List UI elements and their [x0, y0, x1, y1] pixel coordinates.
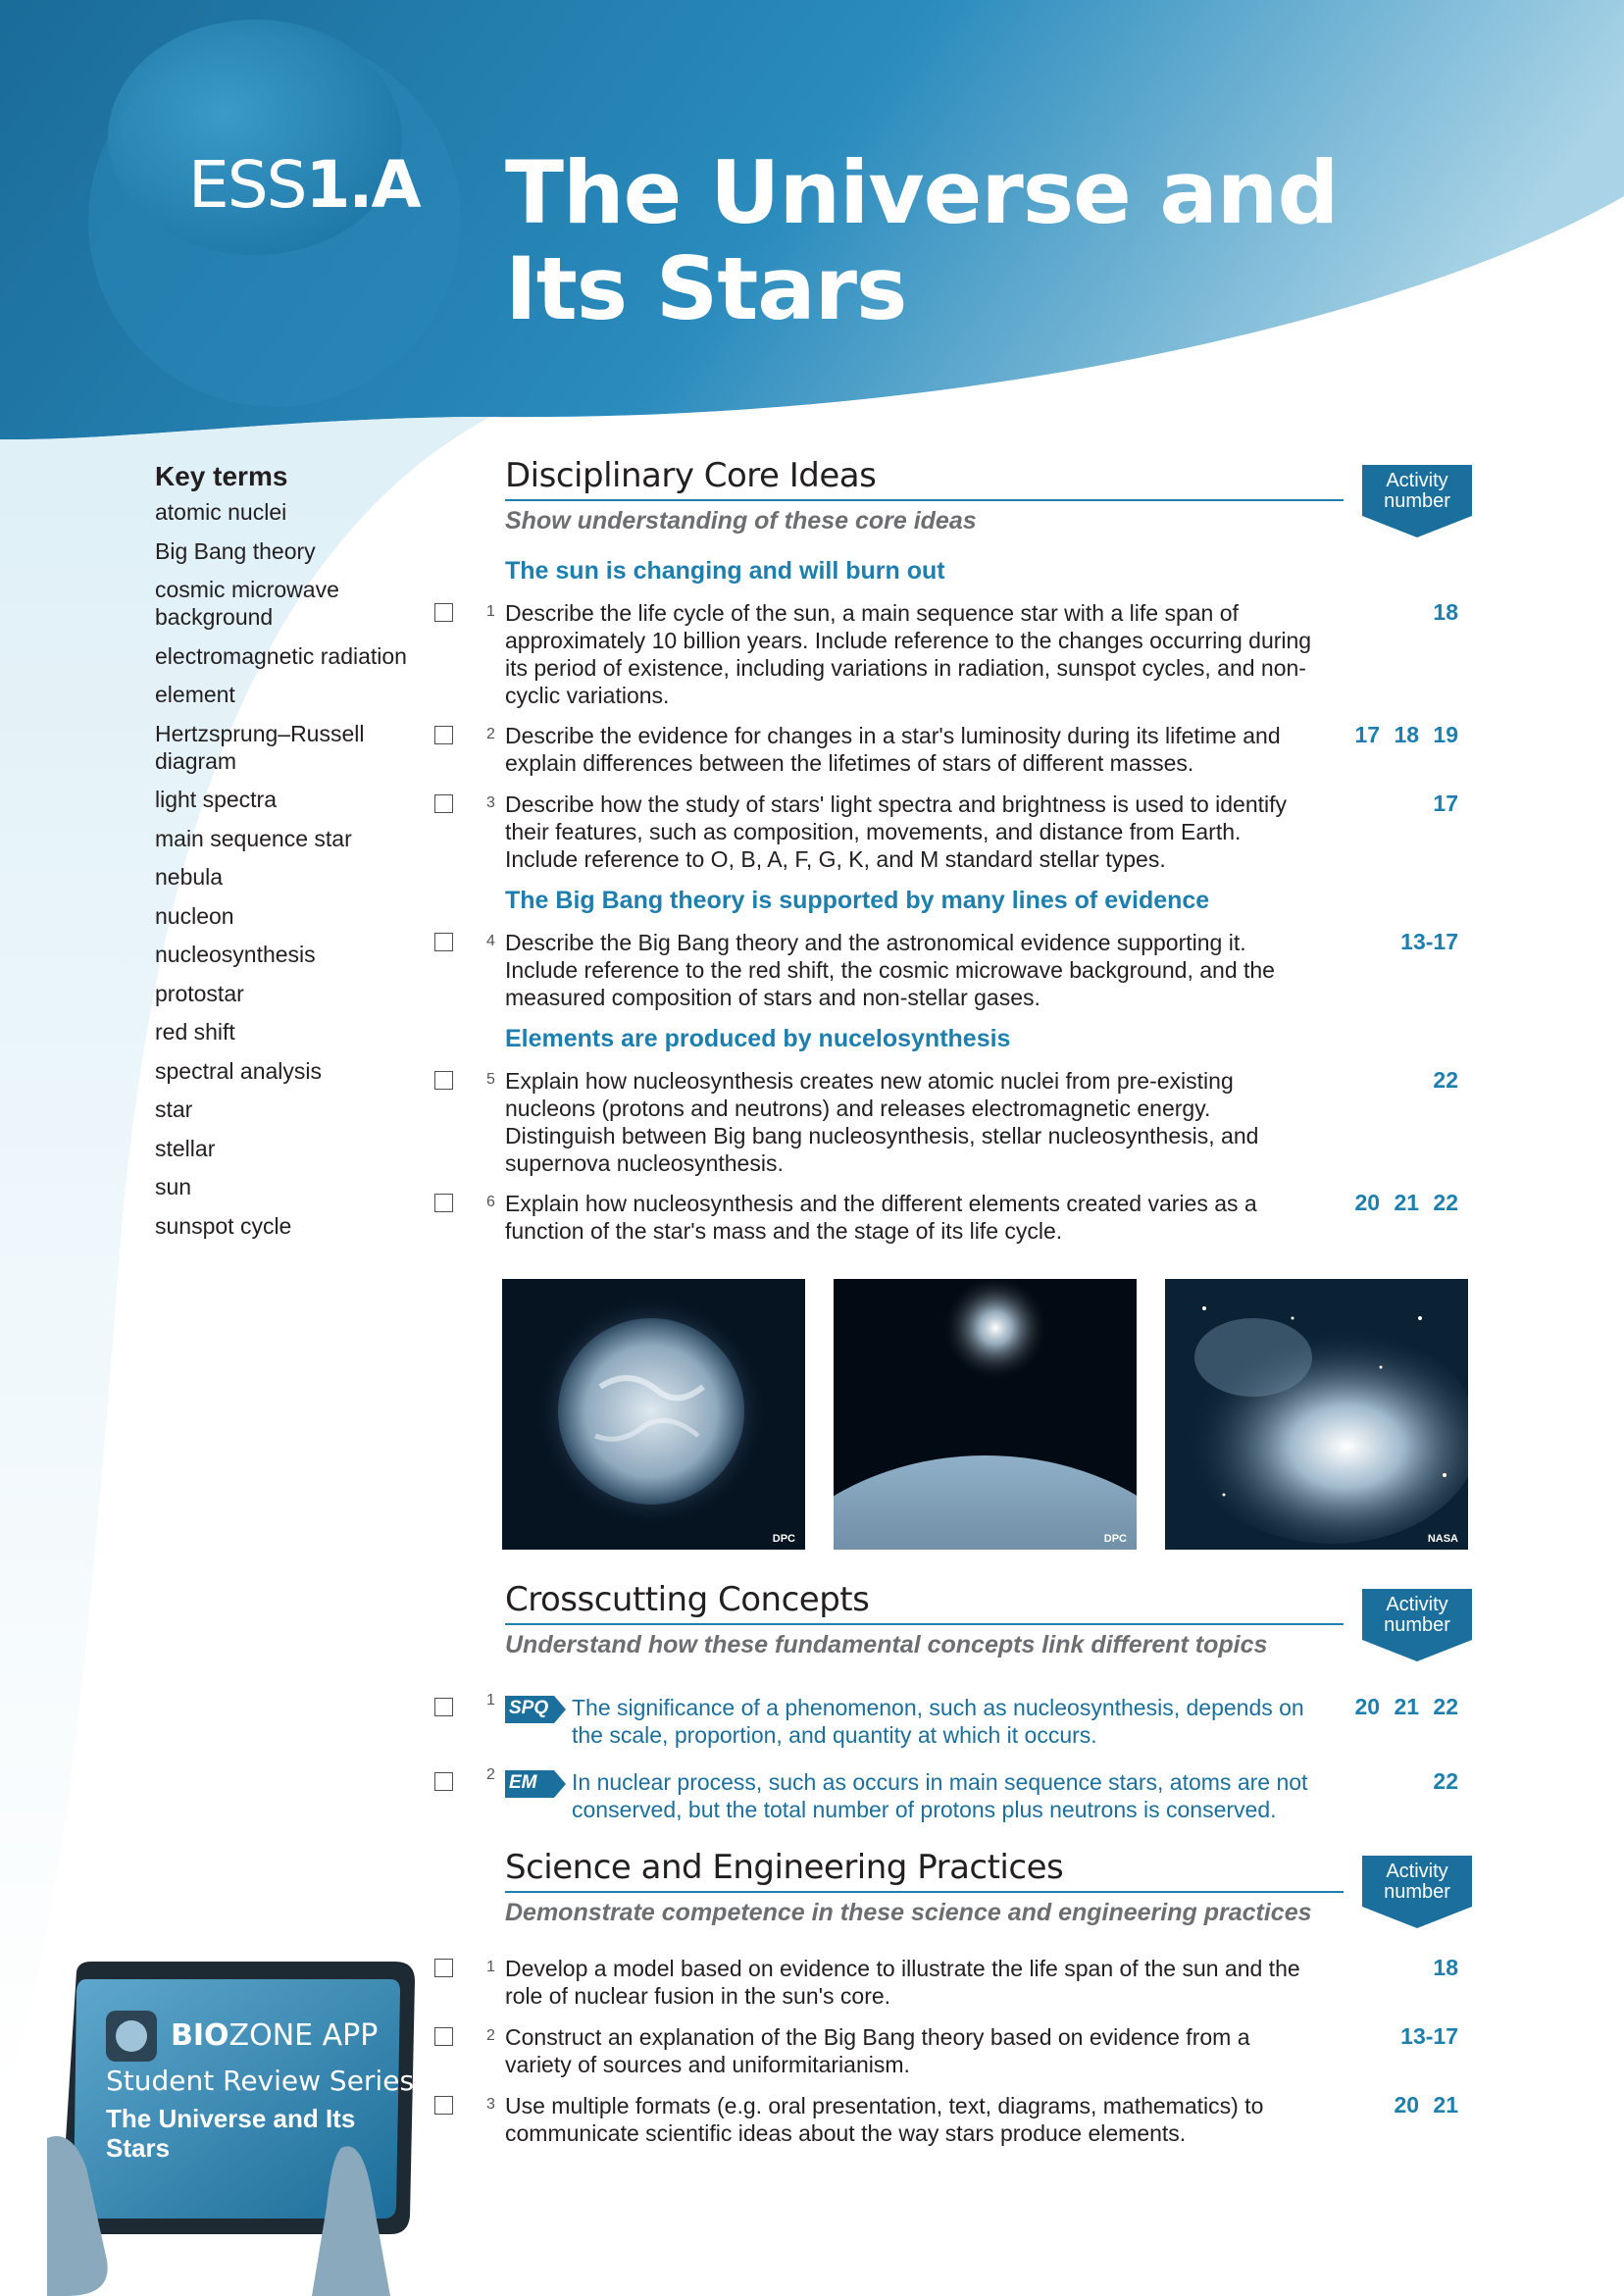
item-number: 6: [486, 1194, 495, 1210]
activity-number: 22: [1433, 1067, 1458, 1093]
section-code-number: 1.A: [305, 147, 420, 223]
app-brand: [171, 2018, 378, 2053]
item-number: 3: [486, 794, 495, 811]
checkbox[interactable]: [434, 794, 453, 813]
key-term: stellar: [155, 1135, 216, 1161]
section-code: [188, 147, 420, 223]
activity-number: 17 18 19: [1354, 722, 1458, 747]
item-number: 1: [486, 1692, 495, 1709]
item-text: Develop a model based on evidence to illustrate the life span of the sun and the role of nuclear fusion in the sun's core.: [505, 1956, 1300, 2009]
item-number: 2: [486, 2027, 495, 2044]
planet-star-photo: [834, 1279, 1137, 1550]
checkbox[interactable]: [434, 2096, 453, 2115]
badge-line2: number: [1384, 1881, 1450, 1903]
app-series: Student Review Series: [106, 2065, 415, 2097]
item-text: Construct an explanation of the Big Bang theory based on evidence from a variety of sources and uniformitarianism.: [505, 2024, 1250, 2077]
key-term: nebula: [155, 864, 224, 890]
key-term: sun: [155, 1174, 192, 1199]
checkbox[interactable]: [434, 1071, 453, 1090]
item-number: 4: [486, 933, 495, 949]
checkbox[interactable]: [434, 1959, 453, 1977]
section-code-prefix: ESS: [188, 147, 306, 223]
badge-line2: number: [1384, 490, 1450, 512]
item-number: 3: [486, 2096, 495, 2113]
item-number: 1: [486, 1959, 495, 1975]
activity-number: 18: [1433, 1955, 1458, 1980]
key-term: element: [155, 682, 235, 707]
checkbox[interactable]: [434, 726, 453, 744]
item-text: In nuclear process, such as occurs in main sequence stars, atoms are not conserved, but the total number of protons plus neutrons is conserved.: [572, 1769, 1308, 1822]
dci-subhead: The Big Bang theory is supported by many lines of evidence: [505, 887, 1210, 914]
spq-tag-icon: [505, 1696, 566, 1723]
item-number: 2: [486, 726, 495, 742]
checkbox[interactable]: [434, 603, 453, 622]
page-title-line2: Its Stars: [505, 238, 907, 339]
dci-subtitle: Show understanding of these core ideas: [505, 507, 977, 535]
photo-credit: NASA: [1427, 1533, 1458, 1545]
nebula-image: [1165, 1279, 1468, 1550]
badge-line1: Activity: [1386, 1861, 1448, 1882]
cc-header: [505, 1580, 1344, 1659]
activity-number: 13-17: [1400, 2023, 1458, 2049]
sep-subtitle: Demonstrate competence in these science and engineering practices: [505, 1899, 1312, 1926]
activity-number: 17: [1433, 791, 1458, 816]
item-text: Describe how the study of stars' light spectra and brightness is used to identify their features, such as composition, movements, and distance from Earth. Include reference to O, B, A, F, G, K, and M standard stellar types.: [505, 791, 1288, 872]
key-terms-list: [155, 498, 410, 1240]
item-text: Explain how nucleosynthesis and the different elements created varies as a function of the star's mass and the stage of its life cycle.: [505, 1191, 1257, 1244]
item-number: 5: [486, 1071, 495, 1088]
activity-number: 20 21: [1394, 2092, 1458, 2117]
app-brand-rest: ZONE APP: [228, 2018, 379, 2053]
item-text: Describe the life cycle of the sun, a main sequence star with a life span of approximately 10 billion years. Include reference to the changes occurring during its period of existence, including variations in radiation, sunspot cycles, and non-cyclic variations.: [505, 600, 1312, 708]
checkbox[interactable]: [434, 1772, 453, 1791]
key-term: cosmic microwave background: [155, 577, 339, 630]
photo-credit: DPC: [1103, 1533, 1127, 1545]
key-terms-heading: Key terms: [155, 461, 288, 491]
tag-label: SPQ: [509, 1698, 549, 1718]
item-text: Use multiple formats (e.g. oral presentation, text, diagrams, mathematics) to communicate scientific ideas about the way stars produce elements.: [505, 2093, 1264, 2146]
item-number: 2: [486, 1766, 495, 1783]
page-title: [505, 142, 1339, 339]
item-text: Explain how nucleosynthesis creates new atomic nuclei from pre-existing nucleons (protons and neutrons) and releases electromagnetic energy. Distinguish between Big bang nucleosynthesis, stellar nucleosynthesis, and supernova nucleosynthesis.: [505, 1068, 1259, 1176]
activity-number-badge: [1362, 1589, 1472, 1661]
dci-subhead: The sun is changing and will burn out: [505, 557, 945, 585]
app-brand-bold: BIO: [171, 2018, 229, 2053]
key-term: light spectra: [155, 787, 278, 812]
badge-arrow-icon: [1362, 1640, 1472, 1661]
page-title-line1: The Universe and: [505, 142, 1339, 243]
key-term: nucleon: [155, 902, 234, 929]
activity-number-badge: [1362, 1856, 1472, 1928]
biozone-app-promo: [47, 1962, 420, 2296]
key-term: protostar: [155, 980, 244, 1006]
dci-header: [505, 456, 1344, 536]
checkbox[interactable]: [434, 933, 453, 951]
sep-title: Science and Engineering Practices: [505, 1848, 1344, 1893]
key-term: Hertzsprung–Russell diagram: [155, 720, 365, 774]
key-term: sunspot cycle: [155, 1212, 292, 1239]
planet-star-image: [834, 1279, 1137, 1550]
item-text: Describe the Big Bang theory and the astronomical evidence supporting it. Include reference to the red shift, the cosmic microwave background, and the measured composition of stars and non-stellar gases.: [505, 930, 1275, 1010]
badge-arrow-icon: [1362, 1907, 1472, 1928]
sep-header: [505, 1848, 1344, 1927]
key-term: nucleosynthesis: [155, 942, 316, 967]
dci-subhead: Elements are produced by nucelosynthesis: [505, 1025, 1011, 1052]
badge-line1: Activity: [1386, 1594, 1448, 1615]
activity-number: 13-17: [1400, 929, 1458, 954]
badge-arrow-icon: [1362, 516, 1472, 537]
app-title: The Universe and Its Stars: [106, 2104, 356, 2163]
tag-label: EM: [509, 1772, 537, 1793]
key-term: main sequence star: [155, 825, 352, 851]
key-terms-panel: [155, 461, 410, 1250]
key-term: Big Bang theory: [155, 537, 316, 564]
checkbox[interactable]: [434, 2027, 453, 2046]
em-tag-icon: [505, 1770, 566, 1798]
activity-number: 20 21 22: [1354, 1694, 1458, 1719]
sun-image: [502, 1279, 805, 1550]
cc-subtitle: Understand how these fundamental concepts link different topics: [505, 1631, 1268, 1658]
dci-title: Disciplinary Core Ideas: [505, 456, 1344, 501]
activity-number: 18: [1433, 599, 1458, 625]
checkbox[interactable]: [434, 1194, 453, 1212]
cc-title: Crosscutting Concepts: [505, 1580, 1344, 1625]
key-term: star: [155, 1097, 193, 1122]
key-term: spectral analysis: [155, 1057, 323, 1084]
activity-number-badge: [1362, 465, 1472, 537]
item-number: 1: [486, 603, 495, 620]
key-term: atomic nuclei: [155, 499, 287, 525]
nebula-photo: [1165, 1279, 1468, 1550]
sun-photo: [502, 1279, 805, 1550]
checkbox[interactable]: [434, 1698, 453, 1716]
activity-number: 20 21 22: [1354, 1190, 1458, 1215]
activity-number: 22: [1433, 1768, 1458, 1794]
badge-line2: number: [1384, 1614, 1450, 1636]
photo-credit: DPC: [772, 1533, 795, 1545]
key-term: red shift: [155, 1019, 235, 1045]
key-term: electromagnetic radiation: [155, 642, 407, 669]
item-text: The significance of a phenomenon, such as nucleosynthesis, depends on the scale, proportion, and quantity at which it occurs.: [572, 1695, 1304, 1748]
badge-line1: Activity: [1386, 470, 1448, 491]
item-text: Describe the evidence for changes in a star's luminosity during its lifetime and explain differences between the lifetimes of stars of different masses.: [505, 723, 1281, 776]
